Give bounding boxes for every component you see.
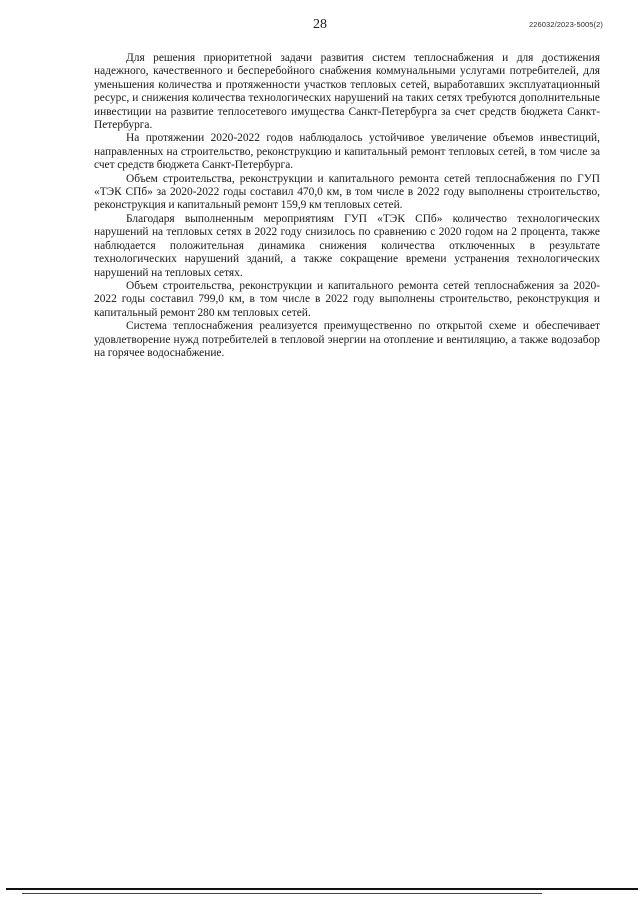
- paragraph-investment-growth: На протяжении 2020-2022 годов наблюдалось устойчивое увеличение объемов инвестиций, направленных на строительство, реконструкцию и капитальный ремонт тепловых сетей, в том числе за счет средств бюджета Санкт-Петербурга.: [94, 132, 600, 172]
- paragraph-total-construction-volume: Объем строительства, реконструкции и капитального ремонта сетей теплоснабжения за 2020-2022 годы составил 799,0 км, в том числе в 2022 году выполнены строительство, реконструкция и капитальный ремонт 280 км тепловых сетей.: [94, 279, 600, 319]
- paragraph-technological-violations: Благодаря выполненным мероприятиям ГУП «ТЭК СПб» количество технологических нарушений на тепловых сетях в 2022 году снизилось по сравнению с 2020 годом на 2 процента, также наблюдается положительная динамика снижения количества отключенных в результате технологических нарушений зданий, а также сокращение времени устранения технологических нарушений на тепловых сетях.: [94, 212, 600, 279]
- paragraph-tek-spb-construction-volume: Объем строительства, реконструкции и капитального ремонта сетей теплоснабжения по ГУП «ТЭК СПб» за 2020-2022 годы составил 470,0 км, в том числе в 2022 году выполнены строительство, реконструкция и капитальный ремонт 159,9 км тепловых сетей.: [94, 172, 600, 212]
- page-number: 28: [313, 17, 327, 32]
- bottom-scan-border: [6, 888, 638, 890]
- paragraph-heat-supply-system: Система теплоснабжения реализуется преимущественно по открытой схеме и обеспечивает удовлетворение нужд потребителей в тепловой энергии на отопление и вентиляцию, а также водозабор на горячее водоснабжение.: [94, 320, 600, 359]
- document-id: 226032/2023-5005(2): [528, 20, 603, 29]
- document-body: [94, 52, 600, 360]
- paragraph-heat-supply-investment-need: Для решения приоритетной задачи развития систем теплоснабжения и для достижения надежного, качественного и бесперебойного снабжения коммунальными услугами потребителей, для уменьшения количества и протяженности участков тепловых сетей, выработавших эксплуатационный ресурс, и снижения количества технологических нарушений на таких сетях требуются дополнительные инвестиции на развитие теплосетевого имущества Санкт-Петербурга за счет средств бюджета Санкт-Петербурга.: [94, 52, 600, 132]
- bottom-scan-border-thin: [22, 893, 542, 894]
